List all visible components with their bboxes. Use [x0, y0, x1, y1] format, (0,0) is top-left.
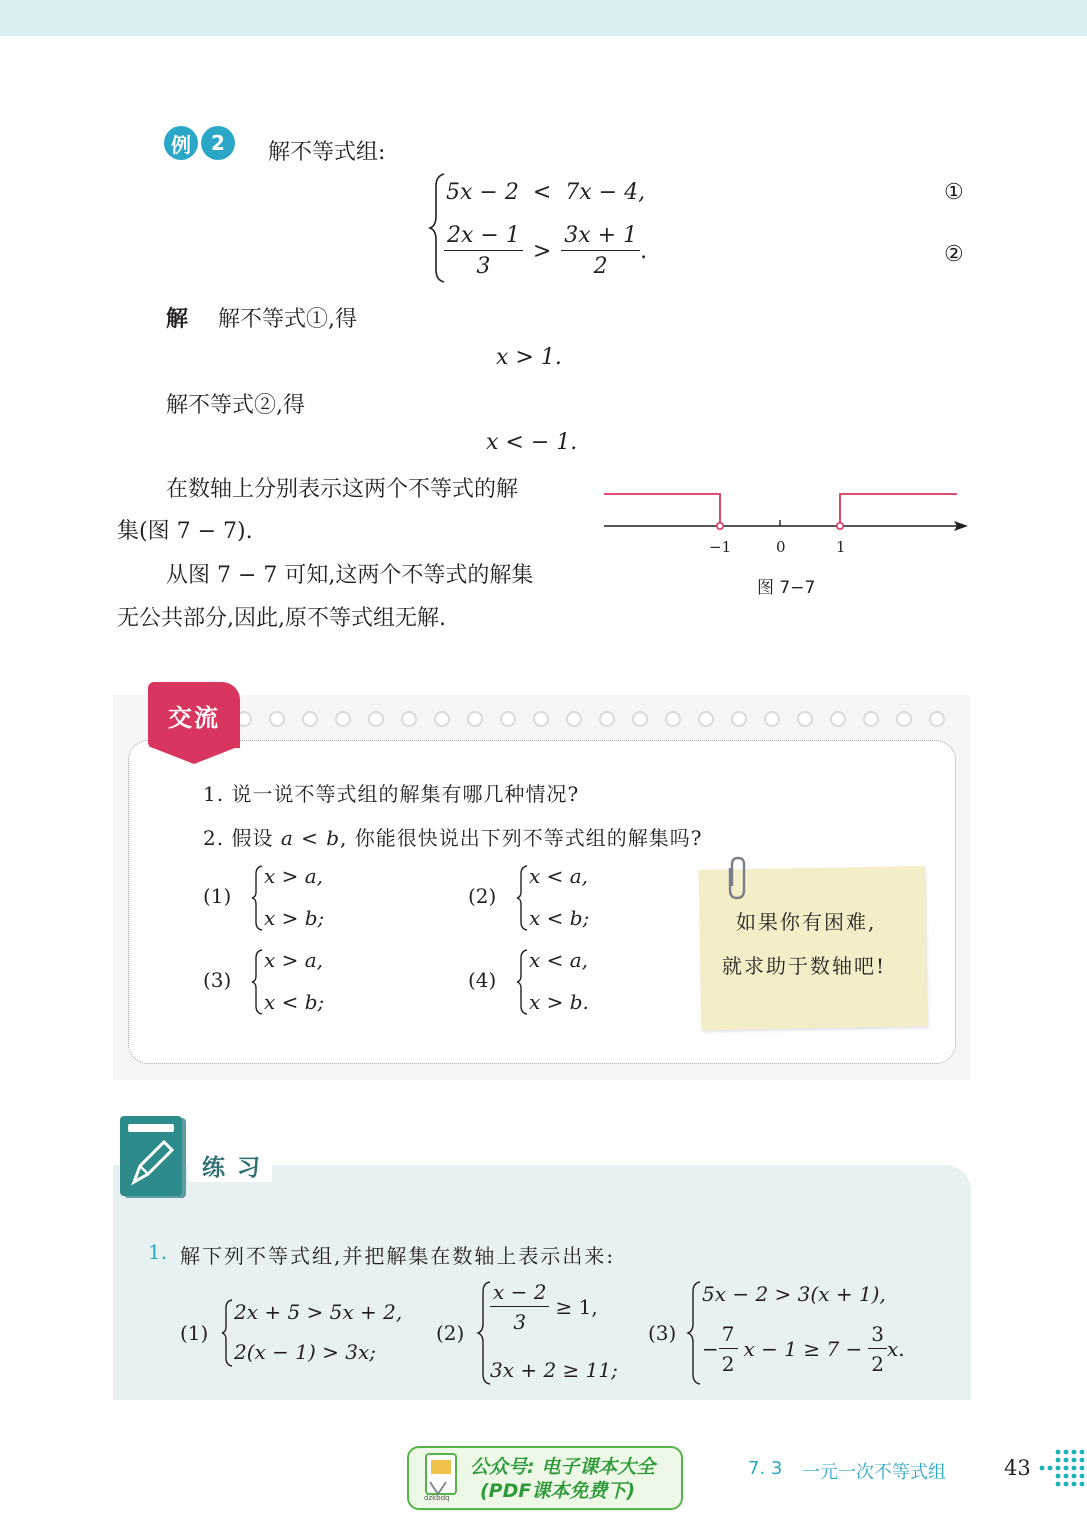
practice-1-brace: [220, 1298, 234, 1368]
system-4-label: (4): [468, 968, 497, 992]
system-4-line2: x > b.: [529, 990, 589, 1014]
binder-hole: [599, 711, 615, 727]
figure-caption: 图 7−7: [757, 578, 816, 598]
footer-badge-line2: (PDF课本免费下): [480, 1480, 636, 1502]
solution-result2: x < − 1.: [486, 430, 578, 455]
system-1-line1: x > a,: [264, 864, 324, 888]
ineq2-right-den: 2: [593, 254, 608, 279]
practice-3-neg: −: [702, 1337, 719, 1361]
binder-hole: [929, 711, 945, 727]
binder-hole: [830, 711, 846, 727]
practice-1-line2: 2(x − 1) > 3x;: [234, 1340, 377, 1364]
solution-step2: 解不等式②,得: [166, 393, 305, 418]
ineq1-op: <: [532, 180, 552, 205]
solution-para1-line2: 集(图 7 − 7).: [117, 519, 253, 544]
practice-2-line1-tail: ≥ 1,: [555, 1295, 598, 1319]
ineq2-tail: .: [640, 238, 648, 264]
binder-hole: [434, 711, 450, 727]
practice-3-label: (3): [648, 1321, 677, 1345]
practice-2-line1: [490, 1280, 598, 1334]
practice-3-fraction-2: [868, 1322, 887, 1376]
tick-label-0: 0: [776, 538, 786, 556]
ineq2-left-num: 2x − 1: [444, 223, 523, 251]
practice-1-label: (1): [180, 1321, 209, 1345]
footer-badge-line1: 公众号: 电子课本大全: [470, 1456, 656, 1478]
example-ineq2: [444, 223, 647, 279]
ineq2-mark: ②: [944, 242, 964, 267]
number-line-figure: [600, 486, 980, 556]
binder-hole: [731, 711, 747, 727]
ineq1-mark: ①: [944, 180, 964, 205]
system-1-label: (1): [203, 884, 232, 908]
binder-hole: [665, 711, 681, 727]
hint-note-line2: 就求助于数轴吧!: [722, 954, 887, 978]
paperclip-icon: [722, 856, 750, 902]
example-ineq1: [446, 180, 645, 205]
open-point-neg1: [717, 523, 723, 529]
discussion-tab-pointer: [148, 746, 240, 764]
pencil-notebook-icon: [118, 1114, 190, 1200]
practice-2-fraction: [490, 1280, 549, 1334]
practice-3-fraction-1-num: 7: [719, 1322, 738, 1349]
discussion-question-2: [203, 822, 702, 851]
solution-step1: 解不等式①,得: [218, 307, 357, 332]
binder-holes: [236, 711, 945, 727]
footer-badge-small-text: dzkbdq: [424, 1494, 450, 1502]
binder-hole: [335, 711, 351, 727]
system-3-label: (3): [203, 968, 232, 992]
ineq2-right-fraction: [561, 223, 640, 279]
practice-3-fraction-2-num: 3: [868, 1322, 887, 1349]
binder-hole: [896, 711, 912, 727]
solution-para1-line1: 在数轴上分别表示这两个不等式的解: [166, 477, 519, 502]
practice-1-line1: 2x + 5 > 5x + 2,: [234, 1300, 403, 1324]
system-3-line2: x < b;: [264, 990, 325, 1014]
footer-section-number: 7. 3: [748, 1458, 783, 1479]
discussion-question-1: 1. 说一说不等式组的解集有哪几种情况?: [203, 782, 580, 806]
page-number: 43: [1004, 1456, 1031, 1480]
practice-3-tail: x.: [887, 1337, 905, 1361]
system-1-line2: x > b;: [264, 906, 325, 930]
practice-3-line2: [702, 1322, 905, 1376]
top-banner: [0, 0, 1087, 36]
open-point-1: [837, 523, 843, 529]
practice-2-line2: 3x + 2 ≥ 11;: [490, 1358, 618, 1382]
binder-hole: [269, 711, 285, 727]
example-heading: 解不等式组:: [268, 140, 386, 165]
binder-hole: [533, 711, 549, 727]
practice-3-line1: 5x − 2 > 3(x + 1),: [702, 1282, 886, 1306]
tick-label-1: 1: [836, 538, 846, 556]
practice-3-brace: [686, 1280, 702, 1386]
practice-label: 练 习: [202, 1155, 263, 1181]
q2-math: a < b: [280, 826, 341, 850]
system-3-brace: [250, 948, 264, 1016]
q2-prefix: 2. 假设: [203, 826, 274, 850]
system-3-line1: x > a,: [264, 948, 324, 972]
practice-question-text: 解下列不等式组,并把解集在数轴上表示出来:: [180, 1244, 616, 1268]
ineq1-lhs: 5x − 2: [446, 180, 519, 205]
practice-3-mid: x − 1 ≥ 7 −: [743, 1337, 863, 1361]
example-badge: [164, 126, 235, 160]
ineq2-left-den: 3: [476, 254, 491, 279]
binder-hole: [401, 711, 417, 727]
solution-region-right: [840, 494, 957, 526]
practice-3-fraction-1: [719, 1322, 738, 1376]
binder-hole: [500, 711, 516, 727]
q2-suffix: , 你能很快说出下列不等式组的解集吗?: [340, 826, 703, 850]
binder-hole: [698, 711, 714, 727]
practice-question-number: 1.: [148, 1240, 168, 1264]
solution-para2-line1: 从图 7 − 7 可知,这两个不等式的解集: [166, 563, 534, 588]
solution-result1: x > 1.: [496, 345, 562, 370]
binder-hole: [566, 711, 582, 727]
practice-2-label: (2): [436, 1321, 465, 1345]
example-label: 例: [164, 126, 198, 160]
ineq2-right-num: 3x + 1: [561, 223, 640, 251]
binder-hole: [863, 711, 879, 727]
system-2-line2: x < b;: [529, 906, 590, 930]
discussion-tab: 交流: [148, 682, 240, 748]
system-2-brace: [515, 864, 529, 932]
binder-hole: [467, 711, 483, 727]
system-2-label: (2): [468, 884, 497, 908]
solution-label: 解: [166, 307, 189, 332]
example-number: 2: [201, 126, 235, 160]
binder-hole: [632, 711, 648, 727]
hint-note-line1: 如果你有困难,: [736, 910, 877, 934]
system-4-line1: x < a,: [529, 948, 589, 972]
system-2-line1: x < a,: [529, 864, 589, 888]
binder-hole: [764, 711, 780, 727]
ineq2-left-fraction: [444, 223, 523, 279]
footer-section-title: 一元一次不等式组: [802, 1462, 946, 1483]
ineq1-rhs: 7x − 4,: [565, 180, 646, 205]
system-1-brace: [250, 864, 264, 932]
solution-para2-line2: 无公共部分,因此,原不等式组无解.: [117, 606, 446, 631]
practice-2-fraction-den: 3: [513, 1310, 527, 1334]
practice-3-fraction-2-den: 2: [871, 1352, 885, 1376]
tick-label-neg1: −1: [709, 538, 732, 556]
ineq2-op: >: [532, 238, 552, 264]
practice-3-fraction-1-den: 2: [721, 1352, 735, 1376]
binder-hole: [302, 711, 318, 727]
solution-region-left: [604, 494, 720, 526]
practice-2-fraction-num: x − 2: [490, 1280, 549, 1307]
system-4-brace: [515, 948, 529, 1016]
dot-grid-icon: [1036, 1446, 1087, 1492]
binder-hole: [797, 711, 813, 727]
binder-hole: [368, 711, 384, 727]
